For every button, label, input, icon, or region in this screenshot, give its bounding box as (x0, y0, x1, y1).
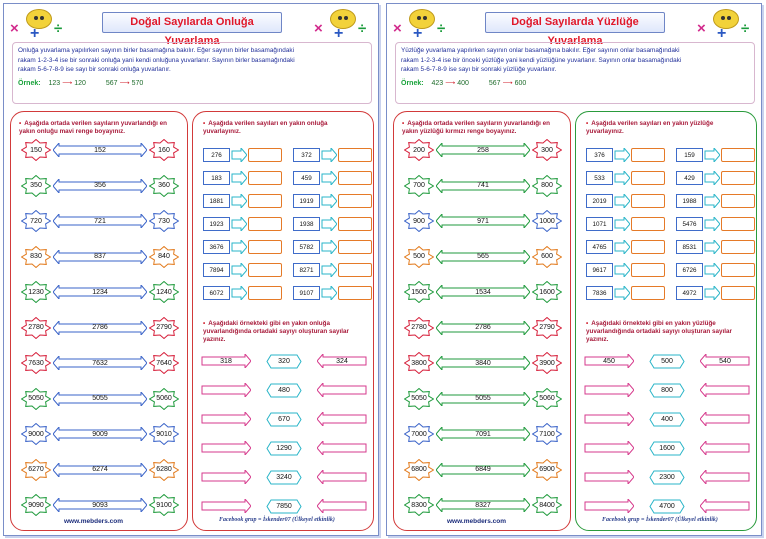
double-arrow: 9009 (53, 427, 147, 441)
answer-box[interactable] (721, 217, 755, 231)
math-mascot-right: × ÷ + (697, 8, 755, 42)
double-arrow: 1234 (53, 285, 147, 299)
double-arrow: 152 (53, 143, 147, 157)
center-number: 320 (266, 354, 302, 369)
center-number: 670 (266, 412, 302, 427)
double-arrow: 2786 (436, 321, 530, 335)
answer-box[interactable] (248, 263, 282, 277)
round-number: 4972 (676, 286, 703, 300)
right-arrow-icon (231, 263, 247, 277)
panel-rounding (192, 111, 374, 531)
answer-box[interactable] (631, 286, 665, 300)
double-arrow: 741 (436, 179, 530, 193)
round-number: 8271 (293, 263, 320, 277)
right-arrow-icon (704, 217, 720, 231)
number-star[interactable]: 9100 (149, 494, 179, 516)
right-arrow-icon (231, 148, 247, 162)
center-number: 7850 (266, 499, 302, 514)
round-number: 3676 (203, 240, 230, 254)
round-number: 376 (586, 148, 613, 162)
round-number: 2019 (586, 194, 613, 208)
right-answer-arrow[interactable] (317, 499, 367, 513)
double-arrow: 7632 (53, 356, 147, 370)
round-number: 159 (676, 148, 703, 162)
info-box (395, 42, 755, 104)
example-row: Örnek: 423 ⟶ 400 567 ⟶ 600 (401, 79, 527, 87)
number-star[interactable]: 1230 (21, 281, 51, 303)
center-number: 800 (649, 383, 685, 398)
number-star[interactable]: 9090 (21, 494, 51, 516)
right-arrow-icon (231, 240, 247, 254)
left-answer-arrow[interactable] (201, 383, 251, 397)
double-arrow: 5055 (436, 392, 530, 406)
answer-box[interactable] (338, 148, 372, 162)
double-arrow: 6274 (53, 463, 147, 477)
double-arrow: 6849 (436, 463, 530, 477)
number-star[interactable]: 160 (149, 139, 179, 161)
info-line: rakam 5-6-7-8-9 ise sayı bir sonraki onluğa yuvarlanır. (18, 66, 171, 73)
center-number: 3240 (266, 470, 302, 485)
number-star[interactable]: 7640 (149, 352, 179, 374)
answer-box[interactable] (248, 286, 282, 300)
example-row: Örnek: 123 ⟶ 120 567 ⟶ 570 (18, 79, 144, 87)
double-arrow: 356 (53, 179, 147, 193)
website-footer: www.mebders.com (447, 518, 506, 525)
info-line: Yüzlüğe yuvarlama yapılırken sayının onlar basamağına bakılır. Eğer sayının onlar basamağındaki (401, 47, 680, 54)
answer-box[interactable] (248, 194, 282, 208)
left-answer-arrow: 318 (201, 354, 251, 368)
center-number: 1290 (266, 441, 302, 456)
left-answer-arrow[interactable] (584, 441, 634, 455)
number-star[interactable]: 5060 (149, 388, 179, 410)
left-answer-arrow[interactable] (584, 499, 634, 513)
right-answer-arrow[interactable] (317, 470, 367, 484)
right-answer-arrow: 540 (700, 354, 750, 368)
instruction: • Aşağıda verilen sayıları en yakın onluğa yuvarlayınız. (203, 120, 328, 135)
right-arrow-icon (614, 171, 630, 185)
number-star[interactable]: 1000 (532, 210, 562, 232)
instruction: • Aşağıda verilen sayıları en yakın yüzlüğe yuvarlayınız. (586, 120, 714, 135)
answer-box[interactable] (338, 217, 372, 231)
right-answer-arrow[interactable] (317, 412, 367, 426)
number-star[interactable]: 720 (21, 210, 51, 232)
number-star[interactable]: 840 (149, 246, 179, 268)
round-number: 9107 (293, 286, 320, 300)
math-mascot-right: × ÷ + (314, 8, 372, 42)
round-number: 533 (586, 171, 613, 185)
number-star[interactable]: 300 (532, 139, 562, 161)
number-star[interactable]: 150 (21, 139, 51, 161)
answer-box[interactable] (721, 171, 755, 185)
right-arrow-icon (321, 148, 337, 162)
round-number: 4765 (586, 240, 613, 254)
math-mascot-left: × ÷ + (10, 8, 68, 42)
number-star[interactable]: 700 (404, 175, 434, 197)
info-line: Onluğa yuvarlama yapılırken sayının birler basamağına bakılır. Eğer sayının birler basamağındaki (18, 47, 295, 54)
page-title: Doğal Sayılarda Yüzlüğe Yuvarlama (485, 12, 665, 33)
left-answer-arrow[interactable] (201, 441, 251, 455)
number-star[interactable]: 3900 (532, 352, 562, 374)
double-arrow: 971 (436, 214, 530, 228)
round-number: 276 (203, 148, 230, 162)
answer-box[interactable] (721, 148, 755, 162)
facebook-footer: Facebook grup = İskender07 (Ülkeyel etkinlik) (219, 517, 335, 523)
right-arrow-icon (704, 286, 720, 300)
center-number: 500 (649, 354, 685, 369)
number-star[interactable]: 350 (21, 175, 51, 197)
number-star[interactable]: 5050 (404, 388, 434, 410)
round-number: 372 (293, 148, 320, 162)
right-arrow-icon (614, 263, 630, 277)
double-arrow: 565 (436, 250, 530, 264)
right-arrow-icon (704, 148, 720, 162)
info-line: rakam 1-2-3-4 ise bir sonraki onluğa yani kendi onluğuna yuvarlanır. Sayının birler basamağındaki (18, 56, 295, 64)
right-arrow-icon (231, 217, 247, 231)
double-arrow: 258 (436, 143, 530, 157)
website-footer: www.mebders.com (64, 518, 123, 525)
answer-box[interactable] (338, 171, 372, 185)
info-line: rakam 5-6-7-8-9 ise sayı bir sonraki yüzlüğe yuvarlanır. (401, 66, 557, 73)
facebook-footer: Facebook grup = İskender07 (Ülkeyel etkinlik) (602, 517, 718, 523)
right-arrow-icon (704, 194, 720, 208)
round-number: 5476 (676, 217, 703, 231)
center-number: 1600 (649, 441, 685, 456)
number-star[interactable]: 900 (404, 210, 434, 232)
answer-box[interactable] (248, 148, 282, 162)
left-answer-arrow[interactable] (584, 470, 634, 484)
right-answer-arrow[interactable] (700, 441, 750, 455)
left-answer-arrow[interactable] (584, 383, 634, 397)
math-mascot-left: × ÷ + (393, 8, 451, 42)
round-number: 1988 (676, 194, 703, 208)
number-star[interactable]: 8400 (532, 494, 562, 516)
panel-rounding (575, 111, 757, 531)
right-answer-arrow[interactable] (317, 383, 367, 397)
right-answer-arrow[interactable] (700, 383, 750, 397)
number-star[interactable]: 7000 (404, 423, 434, 445)
answer-box[interactable] (338, 194, 372, 208)
round-number: 6072 (203, 286, 230, 300)
answer-box[interactable] (631, 217, 665, 231)
double-arrow: 837 (53, 250, 147, 264)
right-arrow-icon (231, 286, 247, 300)
round-number: 1919 (293, 194, 320, 208)
answer-box[interactable] (248, 240, 282, 254)
info-line: rakam 1-2-3-4 ise bir önceki yüzlüğe yani kendi yüzlüğüne yuvarlanır. Sayının onlar basamağındaki (401, 56, 682, 64)
round-number: 1938 (293, 217, 320, 231)
number-star[interactable]: 8300 (404, 494, 434, 516)
number-star[interactable]: 6900 (532, 459, 562, 481)
center-number: 2300 (649, 470, 685, 485)
round-number: 7894 (203, 263, 230, 277)
round-number: 1923 (203, 217, 230, 231)
right-answer-arrow: 324 (317, 354, 367, 368)
number-star[interactable]: 800 (532, 175, 562, 197)
left-answer-arrow[interactable] (201, 470, 251, 484)
answer-box[interactable] (631, 263, 665, 277)
round-number: 8531 (676, 240, 703, 254)
answer-box[interactable] (631, 240, 665, 254)
center-number: 400 (649, 412, 685, 427)
number-star[interactable]: 9010 (149, 423, 179, 445)
answer-box[interactable] (631, 194, 665, 208)
instruction: • Aşağıda ortada verilen sayıların yuvarlandığı en yakın onluğu mavi renge boyayınız. (19, 120, 168, 135)
double-arrow: 721 (53, 214, 147, 228)
number-star[interactable]: 5050 (21, 388, 51, 410)
number-star[interactable]: 6280 (149, 459, 179, 481)
round-number: 1071 (586, 217, 613, 231)
center-number: 480 (266, 383, 302, 398)
number-star[interactable]: 3800 (404, 352, 434, 374)
right-arrow-icon (614, 240, 630, 254)
worksheet-left (3, 3, 379, 536)
answer-box[interactable] (721, 194, 755, 208)
number-star[interactable]: 2790 (149, 317, 179, 339)
round-number: 6726 (676, 263, 703, 277)
right-answer-arrow[interactable] (700, 499, 750, 513)
right-arrow-icon (614, 286, 630, 300)
double-arrow: 9093 (53, 498, 147, 512)
round-number: 9617 (586, 263, 613, 277)
double-arrow: 2786 (53, 321, 147, 335)
right-arrow-icon (321, 217, 337, 231)
number-star[interactable]: 6800 (404, 459, 434, 481)
answer-box[interactable] (338, 240, 372, 254)
number-star[interactable]: 500 (404, 246, 434, 268)
double-arrow: 7091 (436, 427, 530, 441)
panel-star-coloring (393, 111, 571, 531)
double-arrow: 1534 (436, 285, 530, 299)
right-arrow-icon (704, 240, 720, 254)
double-arrow: 8327 (436, 498, 530, 512)
number-star[interactable]: 730 (149, 210, 179, 232)
answer-box[interactable] (631, 171, 665, 185)
double-arrow: 3840 (436, 356, 530, 370)
instruction: • Aşağıdaki örnekteki gibi en yakın onluğa yuvarlandığında ortadaki sayıyı oluşturan sayılar yazınız. (203, 320, 349, 343)
answer-box[interactable] (248, 171, 282, 185)
right-answer-arrow[interactable] (700, 412, 750, 426)
number-star[interactable]: 1240 (149, 281, 179, 303)
answer-box[interactable] (721, 286, 755, 300)
right-arrow-icon (321, 194, 337, 208)
worksheet-right (386, 3, 762, 536)
instruction: • Aşağıda ortada verilen sayıların yuvarlandığı en yakın yüzlüğü kırmızı renge boyayınız. (402, 120, 551, 135)
number-star[interactable]: 830 (21, 246, 51, 268)
right-arrow-icon (231, 171, 247, 185)
number-star[interactable]: 360 (149, 175, 179, 197)
round-number: 429 (676, 171, 703, 185)
number-star[interactable]: 6270 (21, 459, 51, 481)
right-arrow-icon (704, 263, 720, 277)
right-arrow-icon (614, 148, 630, 162)
number-star[interactable]: 9000 (21, 423, 51, 445)
left-answer-arrow: 450 (584, 354, 634, 368)
page-title: Doğal Sayılarda Onluğa Yuvarlama (102, 12, 282, 33)
right-arrow-icon (321, 286, 337, 300)
number-star[interactable]: 200 (404, 139, 434, 161)
left-answer-arrow[interactable] (584, 412, 634, 426)
right-arrow-icon (614, 194, 630, 208)
right-answer-arrow[interactable] (700, 470, 750, 484)
number-star[interactable]: 600 (532, 246, 562, 268)
number-star[interactable]: 2780 (404, 317, 434, 339)
number-star[interactable]: 1500 (404, 281, 434, 303)
left-answer-arrow[interactable] (201, 499, 251, 513)
answer-box[interactable] (721, 240, 755, 254)
round-number: 1881 (203, 194, 230, 208)
number-star[interactable]: 5060 (532, 388, 562, 410)
center-number: 4700 (649, 499, 685, 514)
number-star[interactable]: 7630 (21, 352, 51, 374)
answer-box[interactable] (248, 217, 282, 231)
right-answer-arrow[interactable] (317, 441, 367, 455)
round-number: 183 (203, 171, 230, 185)
right-arrow-icon (614, 217, 630, 231)
answer-box[interactable] (631, 148, 665, 162)
info-box (12, 42, 372, 104)
answer-box[interactable] (721, 263, 755, 277)
answer-box[interactable] (338, 286, 372, 300)
number-star[interactable]: 2780 (21, 317, 51, 339)
right-arrow-icon (704, 171, 720, 185)
right-arrow-icon (231, 194, 247, 208)
number-star[interactable]: 7100 (532, 423, 562, 445)
answer-box[interactable] (338, 263, 372, 277)
double-arrow: 5055 (53, 392, 147, 406)
round-number: 5782 (293, 240, 320, 254)
right-arrow-icon (321, 263, 337, 277)
round-number: 7836 (586, 286, 613, 300)
right-arrow-icon (321, 240, 337, 254)
left-answer-arrow[interactable] (201, 412, 251, 426)
right-arrow-icon (321, 171, 337, 185)
number-star[interactable]: 1600 (532, 281, 562, 303)
number-star[interactable]: 2790 (532, 317, 562, 339)
instruction: • Aşağıdaki örnekteki gibi en yakın yüzlüğe yuvarlandığında ortadaki sayıyı oluşturan sayılar yazınız. (586, 320, 732, 343)
panel-star-coloring (10, 111, 188, 531)
round-number: 459 (293, 171, 320, 185)
